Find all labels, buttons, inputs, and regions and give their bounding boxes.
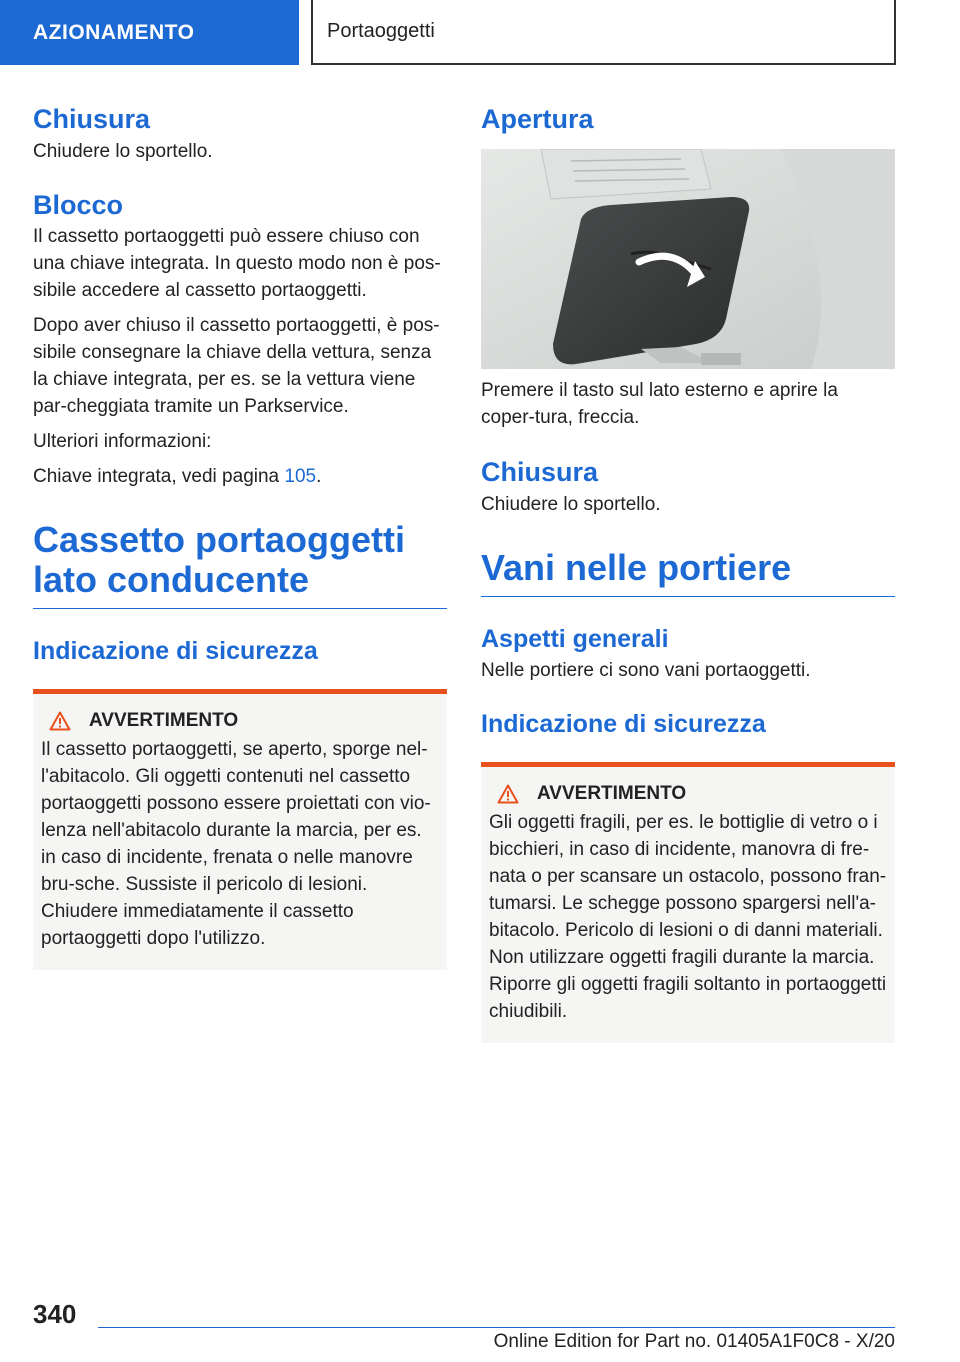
lock-paragraph-2: Dopo aver chiuso il cassetto portaoggetti, è pos-sibile consegnare la chiave della vettura, senza la chiave integrata, per es. se la vettura viene par-cheggiata tramite un Parkservice.	[33, 315, 440, 417]
chapter-tab-label: AZIONAMENTO	[33, 20, 195, 44]
key-reference-link[interactable]: 105	[284, 466, 317, 487]
safety-heading-right: Indicazione di sicurezza	[481, 710, 766, 738]
more-info-label: Ulteriori informazioni:	[33, 431, 212, 452]
key-reference	[33, 463, 447, 490]
closing-text: Chiudere lo sportello.	[33, 141, 213, 162]
lock-heading: Blocco	[33, 190, 124, 220]
warning-label-right: AVVERTIMENTO	[537, 783, 687, 804]
driver-glovebox-chapter-title: Cassetto portaoggetti lato conducente	[33, 520, 447, 609]
chapter-tab[interactable]	[0, 0, 299, 65]
key-reference-text: Chiave integrata, vedi pagina	[33, 466, 285, 487]
door-compartments-chapter-title: Vani nelle portiere	[481, 548, 895, 597]
closing-heading: Chiusura	[33, 104, 151, 134]
closing-heading-right: Chiusura	[481, 457, 599, 487]
general-heading: Aspetti generali	[481, 625, 669, 653]
right-column	[481, 100, 895, 1043]
warning-title-left	[41, 710, 439, 732]
opening-text: Premere il tasto sul lato esterno e aprire la coper-tura, freccia.	[481, 380, 838, 428]
left-column	[33, 100, 447, 970]
general-text: Nelle portiere ci sono vani portaoggetti.	[481, 660, 811, 681]
section-header	[311, 0, 896, 65]
glovebox-photo	[481, 149, 895, 369]
page-number: 340	[33, 1299, 77, 1329]
safety-heading-left: Indicazione di sicurezza	[33, 637, 318, 665]
warning-triangle-icon	[49, 711, 71, 731]
warning-box-right	[481, 762, 895, 1043]
section-header-label: Portaoggetti	[327, 20, 435, 42]
warning-box-left	[33, 689, 447, 970]
warning-title-right	[489, 783, 887, 805]
opening-heading: Apertura	[481, 104, 594, 134]
edition-text: Online Edition for Part no. 01405A1F0C8 - X/20	[493, 1331, 895, 1352]
warning-text-right: Gli oggetti fragili, per es. le bottiglie di vetro o i bicchieri, in caso di incidente, manovra di fre-nata o per scansare un ostacolo, possono fran-tumarsi. Le schegge possono spargersi nell'a-bitacolo. Pericolo di lesioni o di danni materiali. Non utilizzare oggetti fragili durante la marcia. Riporre gli oggetti fragili soltanto in portaoggetti chiudibili.	[489, 812, 887, 1022]
warning-triangle-icon	[497, 784, 519, 804]
closing-text-right: Chiudere lo sportello.	[481, 494, 661, 515]
key-reference-end: .	[316, 466, 322, 487]
warning-label-left: AVVERTIMENTO	[89, 710, 239, 731]
lock-paragraph-1: Il cassetto portaoggetti può essere chiuso con una chiave integrata. In questo modo non è pos-sibile accedere al cassetto portaoggetti.	[33, 226, 441, 301]
edition-footer	[98, 1327, 895, 1353]
warning-text-left: Il cassetto portaoggetti, se aperto, sporge nel-l'abitacolo. Gli oggetti contenuti nel cassetto portaoggetti possono essere proiettati con vio-lenza nell'abitacolo durante la marcia, per es. in caso di incidente, frenata o nelle manovre bru-sche. Sussiste il pericolo di lesioni. Chiudere immediatamente il cassetto portaoggetti dopo l'utilizzo.	[41, 739, 431, 949]
